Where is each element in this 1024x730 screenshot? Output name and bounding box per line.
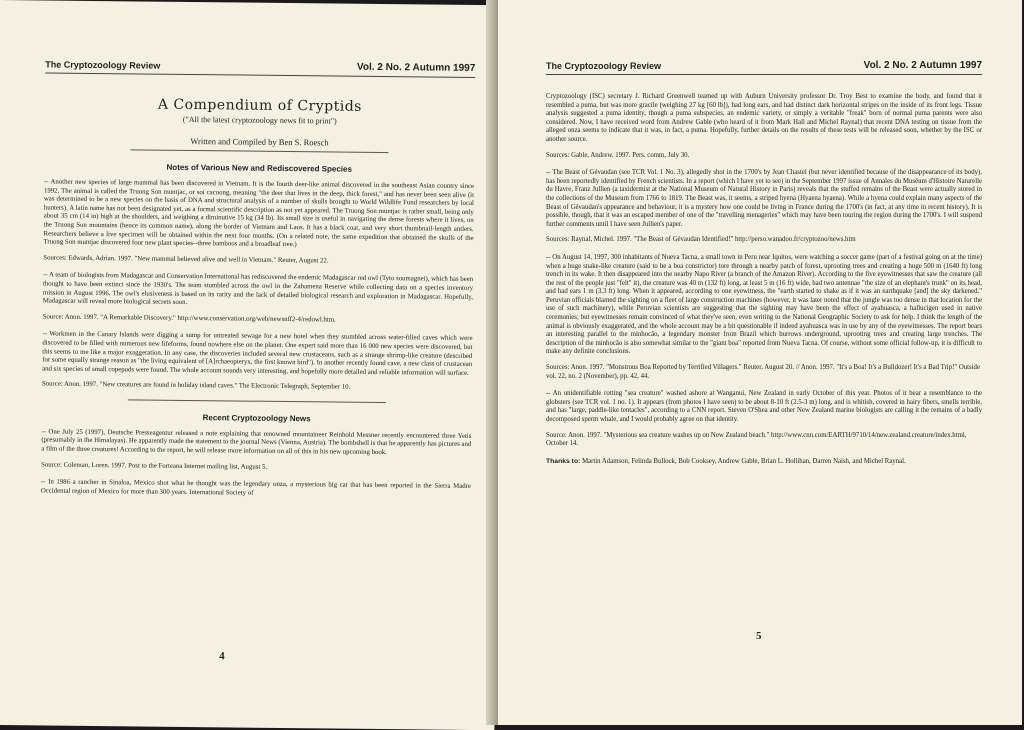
thanks-text: Martin Adamson, Felinda Bullock, Bob Cooksey, Andrew Gable, Brian L. Hollihan, Darren Naish, and Michel Raynal. <box>580 457 906 465</box>
page-number: 4 <box>219 650 225 663</box>
paragraph: -- Workmen in the Canary Islands were digging a sump for untreated sewage for a new hotel when they stumbled across water-filled caves which were discovered to be filled with numerous new lifeforms, found nowhere else on the planet. One expert said more than 16 000 new species were discovered, but this seems to me like a major exaggeration. In any case, the discoveries included several new crustaceans, such as a strange shrimp-like creature (described for some equally strange reason as "the living equivalent of [A]rchaeopteryx, the first known bird"). In another recently found cave, a new class of crustacean and six species of small copepods were found. The whole account sounds very interesting, and hopefully more detailed and reliable information will surface. <box>42 330 473 377</box>
source-line: Source: Anon. 1997. "New creatures are found in holiday island caves." The Electronic Telegraph, September 10. <box>41 380 351 391</box>
byline: Written and Compiled by Ben S. Roesch <box>190 136 329 148</box>
section-heading: Notes of Various New and Rediscovered Species <box>166 162 352 174</box>
source-line: Source: Anon. 1997. "A Remarkable Discovery." http://www.conservation.org/web/newsnff2-4/redowl.htm. <box>42 313 336 324</box>
paragraph: -- One July 25 (1997), Deutsche Presseagentur released a note explaining that renowned mountaineer Reinhold Messner recently encountered three Yetis (presumably in the Himalayas). He apparently made the statement to the journal News (Vienna, Austria). The bombshell is that he apparently has pictures and a film of the three creatures! According to the report, he will release more information on all of this in his new upcoming book. <box>41 428 472 457</box>
issue-info: Vol. 2 No. 2 Autumn 1997 <box>863 60 982 71</box>
paragraph: Cryptozoology (ISC) secretary J. Richard Greenwell teamed up with Auburn University professor Dr. Troy Best to examine the body, and found that it resembled a puma, but was more gracile (weighing 27 kg [60 lb]), had long ears, and had distinct dark horizontal stripes on the inside of its front legs. Tissue analysis suggested a puma identity, though a puma subspecies, an endemic variety, or simply a veritable "freak" born of normal puma parents were also considered. Now, I have received word from Andrew Gable (who heard of it from Mark Hall and Michel Raynal) that recent DNA testing on tissue from the alleged onza seems to indicate that it was, in fact, a puma. Hopefully, further details on the results of these tests will be released soon, whether by the ISC or another source. <box>546 93 982 143</box>
left-page <box>0 0 502 730</box>
divider <box>130 149 388 153</box>
running-header <box>546 60 982 75</box>
running-header <box>45 58 475 78</box>
paragraph: -- In 1986 a rancher in Sinaloa, Mexico shot what he thought was the legendary onza, a mysterious big cat that has been reported in the Sierra Madre Occidental region of Mexico for more than 300 years. International Society of <box>40 478 471 497</box>
acknowledgements <box>546 458 982 467</box>
journal-name: The Cryptozoology Review <box>546 61 662 71</box>
section-heading: Recent Cryptozoology News <box>202 413 311 424</box>
source-line: Sources: Edwards, Adrian. 1997. "New mammal believed alive and well in Vietnam." Reuter, August 22. <box>43 254 329 265</box>
divider <box>128 399 386 403</box>
paragraph: -- A team of biologists from Madagascar and Conservation International has rediscovered the endemic Madagascar red owl (Tyto soumagnei), which has been thought to have been extinct since the 1930's. The team stumbled across the owl in the Zahamena Reserve while collecting data on a species inventory mission in August 1996. The owl's elusiveness is based on its rarity and the lack of detailed biological research and exploration in Madagascar. Hopefully, Madagascar will reveal more biological secrets soon. <box>42 271 474 307</box>
paragraph: -- An unidentifiable rotting "sea creature" washed ashore at Wanganui, New Zealand in early October of this year. Photos of it bear a resemblance to the globsters (see TCR vol. 1 no. 1). It appears (from photos I have seen) to be about 8-10 ft (2.5-3 m) long, and is whitish, covered in hairy fibers, smells terrible, and has "large, paddle-like tentacles", according to a CNN report. Steven O'Shea and other New Zealand marine biologists are calling it the remains of a badly decomposed sperm whale, and I would probably agree on that identity. <box>546 390 982 423</box>
journal-name: The Cryptozoology Review <box>45 59 161 71</box>
paragraph: -- The Beast of Gévaudan (see TCR Vol. 1 No. 3), allegedly shot in the 1700's by Jean Chastel (but never identified because of the disappearance of its body), has been reportedly identified by French scientists. In a report (which I have yet to see) in the September 1997 issue of Annales du Muséum d'Histoire Naturelle du Havre, Franz Jullien (a taxidermist at the National Museum of Natural History in Paris) reveals that the stuffed remains of the Beast were actually stored in the collections of the Museum from 1766 to 1819. The Beast was, it seems, a striped hyena (Hyaena hyaena). While a hyena could explain many aspects of the Beast of Gévaudan's appearance and behaviour, it is a mystery how one could be living in France during the 1700's (in fact, at any time in recent history). It is possible, though, that it was an escaped member of one of the "travelling menageries" which may have been touring the region during the 1700's. I will suspend further comments until I have seen Jullien's paper. <box>546 169 982 228</box>
source-line: Source: Anon. 1997. "Mysterious sea creature washes up on New Zealand beach." http://www.cnn.com/EARTH/9710/14/new.zealand.creature/index.html, October 14. <box>546 431 967 448</box>
paragraph: -- On August 14, 1997, 300 inhabitants of Nueva Tacna, a small town in Peru near Iquitos, were watching a soccer game (part of a festival going on at the time) when a huge snake-like creature (said to be a boa constrictor) tore through a nearby patch of forest, uprooting trees and creating a huge 500 m (1640 ft) long trench in its wake. It then disappeared into the nearby Napo River (a branch of the Amazon River). According to the five eyewitnesses that saw the creature (all the rest of the people just "felt" it), the creature was 40 m (132 ft) long, at least 5 m (16 ft) wide, had two antennae "the size of an elephant's trunk" on its head, and had ears 1 m (3.3 ft) long. When it appeared, according to one eyewitness, the "earth started to shake as if it was an earthquake [and] the sky darkened." Peruvian officials blamed the sighting on a fleet of large construction machines (however, it was later noted that the jungle was too dense in that location for the use of such machinery), while Peruvian scientists are suggesting that the sighting may have been the effect of ayahuasca, a hallucigen used in native ceremonies; but eyewitnesses remain convinced of what they've seen, even writing to the National Geographic Society to ask for help. I think the length of the animal is obviously exaggerated, and the whole account may be a bit questionable if indeed ayahuasca was in use by any of the eyewitnesses. The report bears an interesting parallel to the minhocão, a legendary monster from Brazil which burrows underground, uprooting trees and creating large trenches. The description of the minhocão is also somewhat similar to the "giant boa" reported from Nueva Tacna. Of course, without some official follow-up, it is difficult to make any definite conclusions. <box>546 253 982 356</box>
issue-info: Vol. 2 No. 2 Autumn 1997 <box>356 61 476 74</box>
article-subtitle: ("All the latest cryptozoology news fit to print") <box>182 114 337 126</box>
source-line: Sources: Gable, Andrew. 1997. Pers. comm, July 30. <box>546 151 690 159</box>
source-line: Sources: Anon. 1997. "Monstrous Boa Reported by Terrified Villagers." Reuter, August 20. // Anon. 1997. "It's a Boa! It's a Bulldozer! It's a Bad Trip!" Outside vol. 22, no. 2 (November), pp. 42, 44. <box>546 364 980 380</box>
source-line: Sources: Raynal, Michel. 1997. "The Beast of Gévaudan Identified!" http://perso.wanadoo.fr/cryptozoo/news.htm <box>546 236 856 244</box>
article-title: A Compendium of Cryptids <box>157 96 362 115</box>
paragraph: -- Another new species of large mammal has been discovered in Vietnam. It is the fourth deer-like animal discovered in the southeast Asian country since 1992. The animal is called the Truong Son muntjac, or soi cacoong, meaning "the deer that lives in the deep, thick forest," and has never been seen alive (it was determined to be a new species on the basis of DNA and structural analysis of a number of skulls brought to World Wildlife Fund researchers by local hunters). A latin name has not been designated yet, as a formal scientific description as not yet appeared. The Truong Son muntjac is rather small, being only about 35 cm (14 in) high at the shoulders, and weighing a diminutive 15 kg (34 lb). Its small size is useful in navigating the dense forests where it lives, on the Truong Son mountains (hence its common name), along the border of Vietnam and Laos. It has a black coat, and very short thumbnail-length antlers. Researchers believe a live specimen will be obtained within the next four months. (On a related note, the same expedition that obtained the skulls of the Truong Son muntjac discovered four new plant species--three bamboos and a broadleaf tree.) <box>43 178 475 249</box>
right-page <box>498 0 1022 725</box>
source-line: Source: Coleman, Loren. 1997. Post to the Forteana Internet mailing list, August 5. <box>41 461 268 471</box>
page-number: 5 <box>756 630 762 642</box>
thanks-label: Thanks to: <box>546 457 581 465</box>
